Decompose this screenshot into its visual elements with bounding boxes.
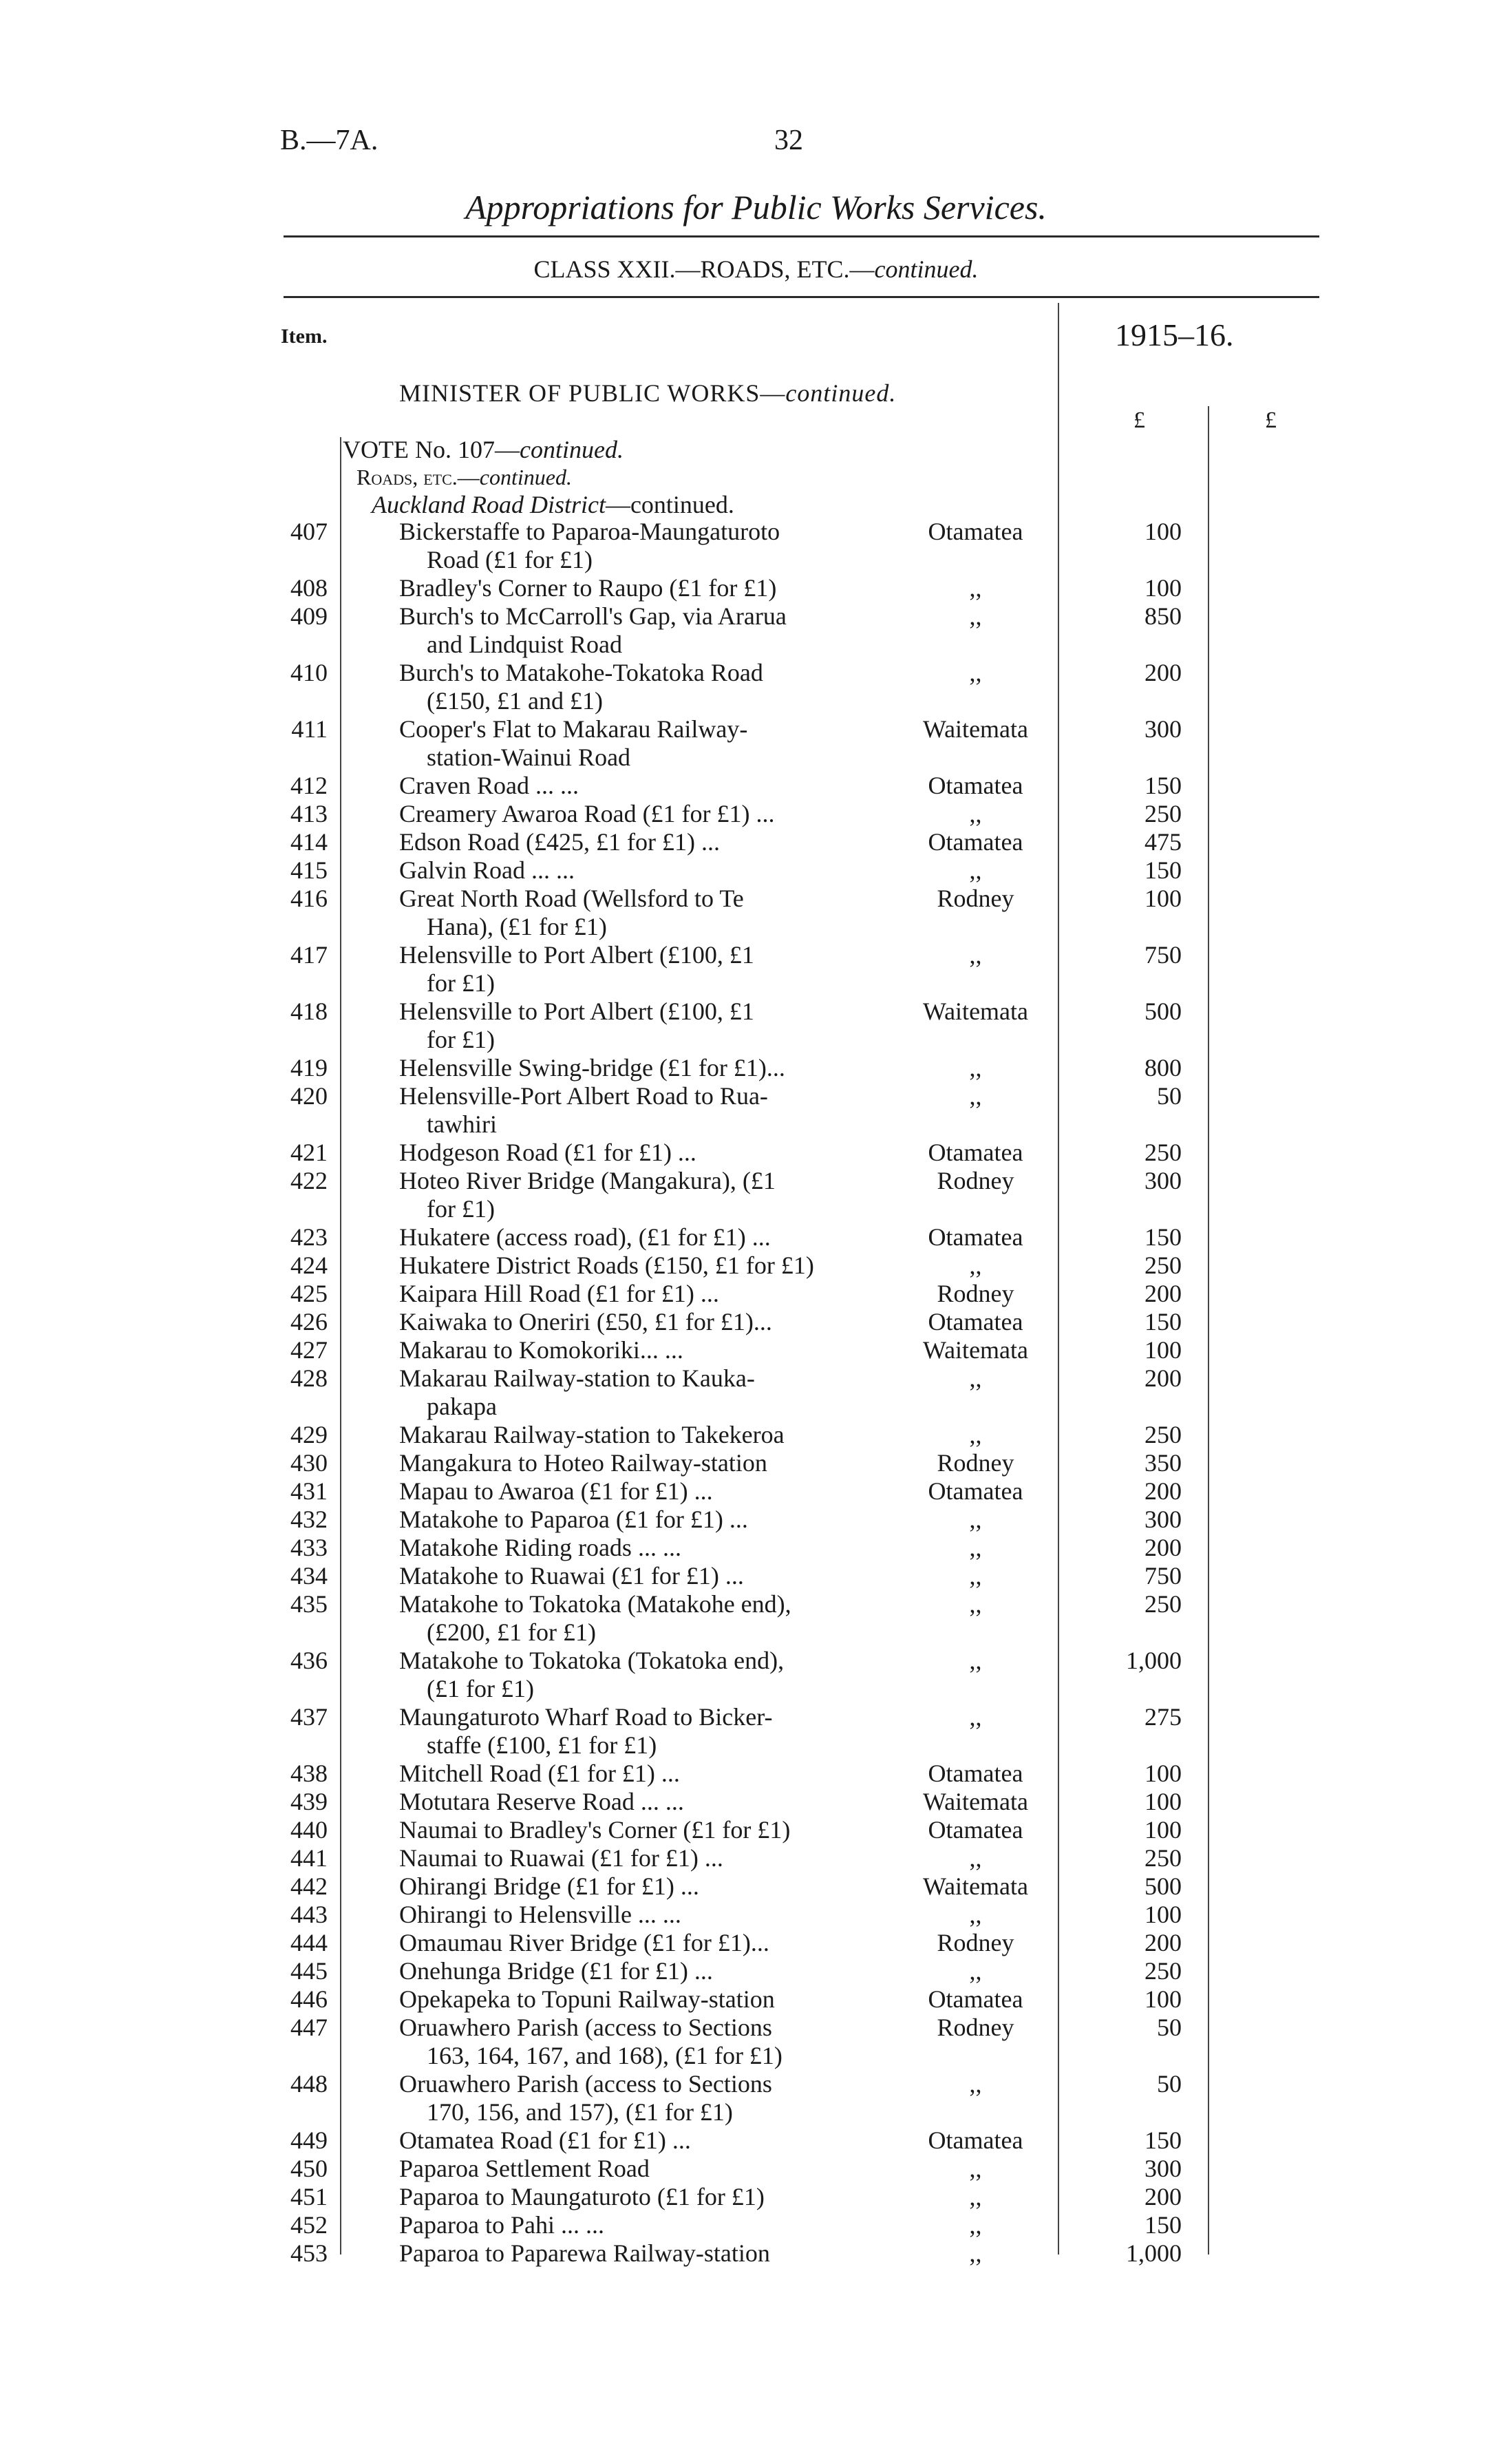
amount: 200 bbox=[1144, 1929, 1182, 1956]
amount: 250 bbox=[1144, 1252, 1182, 1279]
amount: 275 bbox=[1144, 1703, 1182, 1731]
description-line-1: Oruawhero Parish (access to Sections bbox=[399, 2070, 772, 2098]
description-line-1: Mangakura to Hoteo Railway-station bbox=[399, 1449, 767, 1477]
item-number: 412 bbox=[290, 772, 328, 799]
item-number: 444 bbox=[290, 1929, 328, 1956]
item-number: 439 bbox=[290, 1788, 328, 1815]
item-description bbox=[399, 1336, 895, 1364]
description-line-1: Makarau to Komokoriki... ... bbox=[399, 1336, 683, 1364]
electorate: ,, bbox=[969, 1534, 982, 1561]
district-suffix: —continued. bbox=[605, 491, 734, 518]
item-description bbox=[399, 1308, 895, 1336]
description-line-2: Road (£1 for £1) bbox=[427, 546, 593, 573]
electorate: Otamatea bbox=[928, 1139, 1023, 1166]
amount: 250 bbox=[1144, 1421, 1182, 1448]
amount: 475 bbox=[1144, 828, 1182, 856]
item-number: 423 bbox=[290, 1223, 328, 1251]
item-description bbox=[399, 2014, 895, 2070]
item-number: 421 bbox=[290, 1139, 328, 1166]
amount: 150 bbox=[1144, 772, 1182, 799]
item-number: 442 bbox=[290, 1872, 328, 1900]
item-description bbox=[399, 2070, 895, 2126]
description-line-1: Kaipara Hill Road (£1 for £1) ... bbox=[399, 1280, 719, 1307]
amount: 250 bbox=[1144, 1139, 1182, 1166]
item-description bbox=[399, 772, 895, 800]
description-line-1: Otamatea Road (£1 for £1) ... bbox=[399, 2126, 691, 2154]
electorate: Waitemata bbox=[922, 997, 1029, 1025]
item-description bbox=[399, 1506, 895, 1534]
item-number: 414 bbox=[290, 828, 328, 856]
item-description bbox=[399, 2126, 895, 2155]
item-number: 443 bbox=[290, 1901, 328, 1928]
amount: 100 bbox=[1144, 1816, 1182, 1844]
item-number: 418 bbox=[290, 997, 328, 1025]
electorate: ,, bbox=[969, 1703, 982, 1731]
electorate: ,, bbox=[969, 1506, 982, 1533]
document-reference: B.—7A. bbox=[280, 125, 379, 156]
description-line-1: Omaumau River Bridge (£1 for £1)... bbox=[399, 1929, 769, 1956]
amount: 50 bbox=[1157, 1082, 1182, 1110]
description-line-2: (£150, £1 and £1) bbox=[427, 687, 603, 715]
item-description bbox=[399, 574, 895, 602]
item-description bbox=[399, 1788, 895, 1816]
item-description bbox=[399, 1703, 895, 1760]
class-heading-text: CLASS XXII.—ROADS, ETC.— bbox=[533, 255, 875, 283]
item-number: 410 bbox=[290, 659, 328, 686]
electorate: Rodney bbox=[937, 1449, 1014, 1477]
item-number: 428 bbox=[290, 1364, 328, 1392]
description-line-2: station-Wainui Road bbox=[427, 743, 631, 771]
amount: 750 bbox=[1144, 941, 1182, 969]
description-line-2: for £1) bbox=[427, 1195, 495, 1223]
item-description bbox=[399, 1816, 895, 1844]
amount: 100 bbox=[1144, 1985, 1182, 2013]
item-description bbox=[399, 602, 895, 659]
item-description bbox=[399, 1562, 895, 1590]
amount: 50 bbox=[1157, 2070, 1182, 2098]
description-line-1: Hoteo River Bridge (Mangakura), (£1 bbox=[399, 1167, 776, 1194]
electorate: ,, bbox=[969, 1844, 982, 1872]
amount: 250 bbox=[1144, 1590, 1182, 1618]
amount: 200 bbox=[1144, 1534, 1182, 1561]
description-line-1: Cooper's Flat to Makarau Railway- bbox=[399, 715, 748, 743]
item-description bbox=[399, 1449, 895, 1477]
amount: 300 bbox=[1144, 2155, 1182, 2182]
item-column-header: Item. bbox=[281, 325, 328, 348]
item-description bbox=[399, 1082, 895, 1139]
description-line-1: Creamery Awaroa Road (£1 for £1) ... bbox=[399, 800, 775, 827]
description-line-1: Hukatere (access road), (£1 for £1) ... bbox=[399, 1223, 771, 1251]
roads-heading bbox=[356, 465, 572, 490]
item-number: 448 bbox=[290, 2070, 328, 2098]
electorate: Otamatea bbox=[928, 1308, 1023, 1335]
description-line-1: Burch's to Matakohe-Tokatoka Road bbox=[399, 659, 763, 686]
electorate: Waitemata bbox=[922, 1872, 1029, 1900]
description-line-1: Paparoa to Paparewa Railway-station bbox=[399, 2239, 770, 2267]
description-line-1: Edson Road (£425, £1 for £1) ... bbox=[399, 828, 720, 856]
item-description bbox=[399, 1167, 895, 1223]
description-line-2: and Lindquist Road bbox=[427, 631, 622, 658]
description-line-1: Onehunga Bridge (£1 for £1) ... bbox=[399, 1957, 713, 1985]
amount: 250 bbox=[1144, 1957, 1182, 1985]
electorate: Rodney bbox=[937, 1929, 1014, 1956]
amount: 100 bbox=[1144, 1901, 1182, 1928]
item-number: 432 bbox=[290, 1506, 328, 1533]
page-title: Appropriations for Public Works Services. bbox=[465, 188, 1047, 226]
electorate: ,, bbox=[969, 1364, 982, 1392]
electorate: Rodney bbox=[937, 1167, 1014, 1194]
electorate: Waitemata bbox=[922, 1788, 1029, 1815]
electorate: Otamatea bbox=[928, 1816, 1023, 1844]
pound-symbol-col2: £ bbox=[1265, 408, 1277, 433]
amount: 50 bbox=[1157, 2014, 1182, 2041]
item-number: 431 bbox=[290, 1477, 328, 1505]
description-line-1: Helensville to Port Albert (£100, £1 bbox=[399, 997, 754, 1025]
item-description bbox=[399, 2239, 895, 2268]
electorate: ,, bbox=[969, 1590, 982, 1618]
electorate: ,, bbox=[969, 1647, 982, 1674]
item-number: 433 bbox=[290, 1534, 328, 1561]
item-description bbox=[399, 885, 895, 941]
item-description bbox=[399, 1252, 895, 1280]
item-description bbox=[399, 2211, 895, 2239]
item-description bbox=[399, 1957, 895, 1985]
amount: 500 bbox=[1144, 1872, 1182, 1900]
amount: 200 bbox=[1144, 1477, 1182, 1505]
electorate: ,, bbox=[969, 1957, 982, 1985]
item-number: 413 bbox=[290, 800, 328, 827]
electorate: Otamatea bbox=[928, 518, 1023, 545]
item-number: 451 bbox=[290, 2183, 328, 2210]
amount: 300 bbox=[1144, 1506, 1182, 1533]
electorate: Otamatea bbox=[928, 1223, 1023, 1251]
electorate: Otamatea bbox=[928, 772, 1023, 799]
description-line-1: Helensville to Port Albert (£100, £1 bbox=[399, 941, 754, 969]
description-line-1: Hukatere District Roads (£150, £1 for £1) bbox=[399, 1252, 814, 1279]
description-line-2: (£1 for £1) bbox=[427, 1675, 534, 1702]
roads-continued: continued. bbox=[479, 465, 572, 489]
description-line-2: for £1) bbox=[427, 1026, 495, 1053]
description-line-1: Bradley's Corner to Raupo (£1 for £1) bbox=[399, 574, 777, 602]
description-line-2: Hana), (£1 for £1) bbox=[427, 913, 607, 940]
item-number: 411 bbox=[291, 715, 328, 743]
item-description bbox=[399, 2183, 895, 2211]
item-number: 420 bbox=[290, 1082, 328, 1110]
electorate: ,, bbox=[969, 1901, 982, 1928]
description-line-1: Maungaturoto Wharf Road to Bicker- bbox=[399, 1703, 773, 1731]
item-description bbox=[399, 1929, 895, 1957]
electorate: ,, bbox=[969, 800, 982, 827]
description-line-2: (£200, £1 for £1) bbox=[427, 1618, 596, 1646]
amount: 300 bbox=[1144, 715, 1182, 743]
item-number: 446 bbox=[290, 1985, 328, 2013]
description-line-1: Matakohe to Ruawai (£1 for £1) ... bbox=[399, 1562, 744, 1590]
item-description bbox=[399, 659, 895, 715]
description-line-1: Craven Road ... ... bbox=[399, 772, 579, 799]
minister-continued: continued. bbox=[785, 379, 897, 407]
item-description bbox=[399, 1364, 895, 1421]
item-number: 447 bbox=[290, 2014, 328, 2041]
description-line-2: 170, 156, and 157), (£1 for £1) bbox=[427, 2098, 733, 2126]
electorate: ,, bbox=[969, 2183, 982, 2210]
amount: 300 bbox=[1144, 1167, 1182, 1194]
item-description bbox=[399, 997, 895, 1054]
item-number: 422 bbox=[290, 1167, 328, 1194]
item-description bbox=[399, 715, 895, 772]
vote-continued: continued. bbox=[519, 436, 624, 463]
item-number: 426 bbox=[290, 1308, 328, 1335]
description-line-1: Ohirangi to Helensville ... ... bbox=[399, 1901, 681, 1928]
roads-text: Roads, etc.— bbox=[356, 465, 480, 489]
amount: 150 bbox=[1144, 1223, 1182, 1251]
page-number: 32 bbox=[774, 125, 803, 156]
electorate: ,, bbox=[969, 602, 982, 630]
description-line-1: Hodgeson Road (£1 for £1) ... bbox=[399, 1139, 696, 1166]
item-number: 408 bbox=[290, 574, 328, 602]
description-line-1: Matakohe to Paparoa (£1 for £1) ... bbox=[399, 1506, 748, 1533]
item-number: 407 bbox=[290, 518, 328, 545]
item-number: 415 bbox=[290, 856, 328, 884]
description-line-1: Helensville Swing-bridge (£1 for £1)... bbox=[399, 1054, 785, 1081]
description-line-1: Naumai to Bradley's Corner (£1 for £1) bbox=[399, 1816, 791, 1844]
electorate: ,, bbox=[969, 1054, 982, 1081]
header-rule bbox=[284, 296, 1319, 298]
amount: 150 bbox=[1144, 856, 1182, 884]
item-number: 452 bbox=[290, 2211, 328, 2239]
item-number: 424 bbox=[290, 1252, 328, 1279]
item-number: 419 bbox=[290, 1054, 328, 1081]
electorate: Waitemata bbox=[922, 715, 1029, 743]
item-number: 416 bbox=[290, 885, 328, 912]
description-line-1: Naumai to Ruawai (£1 for £1) ... bbox=[399, 1844, 723, 1872]
minister-text: MINISTER OF PUBLIC WORKS— bbox=[399, 379, 786, 407]
item-number: 445 bbox=[290, 1957, 328, 1985]
amount: 750 bbox=[1144, 1562, 1182, 1590]
vote-text: VOTE No. 107— bbox=[343, 436, 520, 463]
item-number: 453 bbox=[290, 2239, 328, 2267]
item-description bbox=[399, 1421, 895, 1449]
electorate: ,, bbox=[969, 1562, 982, 1590]
amount: 200 bbox=[1144, 1280, 1182, 1307]
item-number: 450 bbox=[290, 2155, 328, 2182]
description-line-1: Mitchell Road (£1 for £1) ... bbox=[399, 1760, 680, 1787]
item-number: 449 bbox=[290, 2126, 328, 2154]
item-description bbox=[399, 1139, 895, 1167]
amount: 1,000 bbox=[1126, 1647, 1182, 1674]
amount: 200 bbox=[1144, 2183, 1182, 2210]
description-line-1: Makarau Railway-station to Kauka- bbox=[399, 1364, 755, 1392]
item-number: 427 bbox=[290, 1336, 328, 1364]
amount: 100 bbox=[1144, 518, 1182, 545]
electorate: ,, bbox=[969, 2211, 982, 2239]
electorate: ,, bbox=[969, 1252, 982, 1279]
description-line-1: Great North Road (Wellsford to Te bbox=[399, 885, 744, 912]
vote-heading bbox=[343, 435, 624, 464]
item-number: 437 bbox=[290, 1703, 328, 1731]
item-number: 425 bbox=[290, 1280, 328, 1307]
electorate: Rodney bbox=[937, 885, 1014, 912]
electorate: ,, bbox=[969, 1082, 982, 1110]
amount-column-rule bbox=[1208, 406, 1209, 2255]
description-line-1: Paparoa to Pahi ... ... bbox=[399, 2211, 604, 2239]
item-number: 417 bbox=[290, 941, 328, 969]
electorate: Waitemata bbox=[922, 1336, 1029, 1364]
item-column-rule bbox=[340, 437, 341, 2255]
description-line-2: 163, 164, 167, and 168), (£1 for £1) bbox=[427, 2042, 782, 2069]
amount: 100 bbox=[1144, 1788, 1182, 1815]
item-number: 435 bbox=[290, 1590, 328, 1618]
electorate: ,, bbox=[969, 2239, 982, 2267]
item-description bbox=[399, 1844, 895, 1872]
item-description bbox=[399, 518, 895, 574]
description-line-1: Mapau to Awaroa (£1 for £1) ... bbox=[399, 1477, 713, 1505]
amount: 200 bbox=[1144, 1364, 1182, 1392]
minister-heading bbox=[399, 379, 896, 408]
amount: 850 bbox=[1144, 602, 1182, 630]
description-line-1: Ohirangi Bridge (£1 for £1) ... bbox=[399, 1872, 699, 1900]
item-description bbox=[399, 1280, 895, 1308]
class-heading bbox=[0, 255, 1512, 284]
item-number: 434 bbox=[290, 1562, 328, 1590]
item-number: 441 bbox=[290, 1844, 328, 1872]
item-description bbox=[399, 1534, 895, 1562]
electorate: Otamatea bbox=[928, 1760, 1023, 1787]
electorate: ,, bbox=[969, 2070, 982, 2098]
description-line-2: pakapa bbox=[427, 1393, 497, 1420]
description-line-1: Motutara Reserve Road ... ... bbox=[399, 1788, 684, 1815]
description-line-1: Bickerstaffe to Paparoa-Maungaturoto bbox=[399, 518, 780, 545]
amount: 100 bbox=[1144, 1760, 1182, 1787]
item-number: 440 bbox=[290, 1816, 328, 1844]
item-number: 430 bbox=[290, 1449, 328, 1477]
item-description bbox=[399, 1872, 895, 1901]
amount: 100 bbox=[1144, 1336, 1182, 1364]
amount: 150 bbox=[1144, 1308, 1182, 1335]
amount: 200 bbox=[1144, 659, 1182, 686]
electorate: Otamatea bbox=[928, 1477, 1023, 1505]
amount: 350 bbox=[1144, 1449, 1182, 1477]
description-line-1: Matakohe to Tokatoka (Tokatoka end), bbox=[399, 1647, 785, 1674]
item-description bbox=[399, 941, 895, 997]
electorate: Rodney bbox=[937, 1280, 1014, 1307]
item-description bbox=[399, 856, 895, 885]
description-line-1: Makarau Railway-station to Takekeroa bbox=[399, 1421, 785, 1448]
item-description bbox=[399, 800, 895, 828]
item-description bbox=[399, 1901, 895, 1929]
item-number: 409 bbox=[290, 602, 328, 630]
electorate: ,, bbox=[969, 856, 982, 884]
amount: 100 bbox=[1144, 574, 1182, 602]
electorate: ,, bbox=[969, 941, 982, 969]
amount: 500 bbox=[1144, 997, 1182, 1025]
district-name: Auckland Road District bbox=[372, 491, 606, 518]
item-description bbox=[399, 1054, 895, 1082]
amount: 100 bbox=[1144, 885, 1182, 912]
description-line-1: Oruawhero Parish (access to Sections bbox=[399, 2014, 772, 2041]
class-heading-continued: continued. bbox=[874, 255, 979, 283]
year-column-rule bbox=[1058, 303, 1059, 2255]
description-line-1: Galvin Road ... ... bbox=[399, 856, 575, 884]
item-description bbox=[399, 1223, 895, 1252]
pound-symbol-col1: £ bbox=[1133, 408, 1145, 433]
electorate: ,, bbox=[969, 574, 982, 602]
amount: 150 bbox=[1144, 2126, 1182, 2154]
description-line-1: Paparoa to Maungaturoto (£1 for £1) bbox=[399, 2183, 765, 2210]
description-line-1: Kaiwaka to Oneriri (£50, £1 for £1)... bbox=[399, 1308, 772, 1335]
item-description bbox=[399, 1985, 895, 2014]
amount: 800 bbox=[1144, 1054, 1182, 1081]
amount: 1,000 bbox=[1126, 2239, 1182, 2267]
description-line-1: Helensville-Port Albert Road to Rua- bbox=[399, 1082, 768, 1110]
description-line-2: staffe (£100, £1 for £1) bbox=[427, 1731, 657, 1759]
description-line-1: Opekapeka to Topuni Railway-station bbox=[399, 1985, 775, 2013]
electorate: ,, bbox=[969, 1421, 982, 1448]
electorate: Otamatea bbox=[928, 2126, 1023, 2154]
electorate: ,, bbox=[969, 659, 982, 686]
amount: 150 bbox=[1144, 2211, 1182, 2239]
item-number: 429 bbox=[290, 1421, 328, 1448]
item-description bbox=[399, 1590, 895, 1647]
description-line-1: Paparoa Settlement Road bbox=[399, 2155, 650, 2182]
item-description bbox=[399, 828, 895, 856]
year-column-header: 1915–16. bbox=[1115, 317, 1234, 352]
item-number: 438 bbox=[290, 1760, 328, 1787]
amount: 250 bbox=[1144, 800, 1182, 827]
district-heading bbox=[372, 490, 734, 519]
description-line-2: for £1) bbox=[427, 969, 495, 997]
description-line-2: tawhiri bbox=[427, 1110, 497, 1138]
amount: 250 bbox=[1144, 1844, 1182, 1872]
item-description bbox=[399, 2155, 895, 2183]
electorate: ,, bbox=[969, 2155, 982, 2182]
description-line-1: Burch's to McCarroll's Gap, via Ararua bbox=[399, 602, 787, 630]
item-description bbox=[399, 1477, 895, 1506]
description-line-1: Matakohe Riding roads ... ... bbox=[399, 1534, 681, 1561]
electorate: Rodney bbox=[937, 2014, 1014, 2041]
item-description bbox=[399, 1647, 895, 1703]
title-rule bbox=[284, 235, 1319, 237]
electorate: Otamatea bbox=[928, 828, 1023, 856]
electorate: Otamatea bbox=[928, 1985, 1023, 2013]
item-description bbox=[399, 1760, 895, 1788]
item-number: 436 bbox=[290, 1647, 328, 1674]
description-line-1: Matakohe to Tokatoka (Matakohe end), bbox=[399, 1590, 791, 1618]
